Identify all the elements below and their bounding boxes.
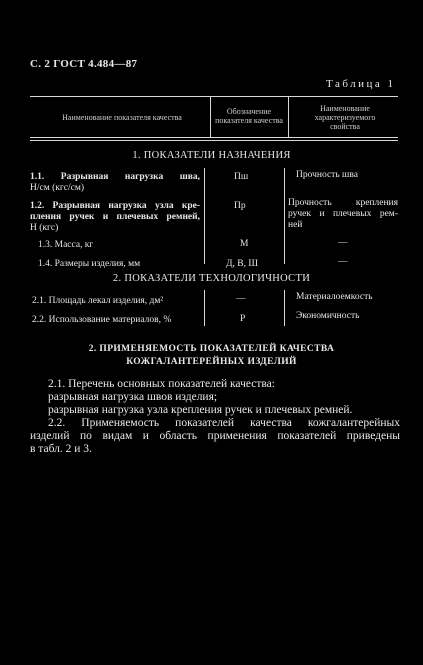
- row-1-4-property: —: [338, 257, 348, 267]
- body-separator-2a: [284, 168, 285, 264]
- row-1-2-name-line2: пления ручек и плечевых ремней,: [30, 212, 200, 222]
- paragraph-2-2-line1-text: 2.2. Применяемость показателей качества кожгалантерейных: [48, 417, 400, 429]
- section-title-technology: 2. ПОКАЗАТЕЛИ ТЕХНОЛОГИЧНОСТИ: [112, 273, 311, 284]
- row-1-1-name: [30, 172, 200, 194]
- paragraph-2-1-item-1: разрывная нагрузка швов изделия;: [48, 391, 218, 403]
- row-2-2-symbol: Р: [240, 314, 246, 324]
- row-2-1-property: Материалоемкость: [296, 292, 373, 302]
- page-header: С. 2 ГОСТ 4.484—87: [30, 58, 138, 70]
- row-1-2-name: [30, 201, 200, 234]
- part2-title-line1: 2. ПРИМЕНЯЕМОСТЬ ПОКАЗАТЕЛЕЙ КАЧЕСТВА: [88, 344, 335, 354]
- part2-title-line2: КОЖГАЛАНТЕРЕЙНЫХ ИЗДЕЛИЙ: [126, 357, 297, 367]
- row-2-1-name: 2.1. Площадь лекал изделия, дм²: [32, 296, 164, 306]
- row-1-2-name-line1: 1.2. Разрывная нагрузка узла кре-: [30, 201, 200, 211]
- row-1-3-property: —: [338, 238, 348, 248]
- table-header-bottom-rule: [30, 137, 398, 138]
- table-top-rule: [30, 96, 398, 97]
- row-1-1-name-line1: 1.1. Разрывная нагрузка шва,: [30, 172, 200, 182]
- row-1-2-property-line1: Прочность крепления: [288, 198, 398, 208]
- paragraph-2-2-line1: [48, 417, 400, 430]
- row-1-2-property-line3: ней: [288, 220, 303, 230]
- paragraph-2-1: 2.1. Перечень основных показателей качества:: [48, 378, 275, 390]
- body-separator-1b: [204, 290, 205, 326]
- header-separator-1: [210, 97, 211, 137]
- row-1-1-symbol: Пш: [234, 172, 249, 182]
- column-header-name: Наименование показателя качества: [62, 113, 182, 122]
- row-1-2-symbol: Пр: [234, 201, 246, 211]
- table-header-bottom-rule-2: [30, 140, 398, 141]
- row-1-1-property: Прочность шва: [296, 170, 358, 180]
- row-1-2-property: [288, 198, 398, 231]
- paragraph-2-2-line2: [30, 430, 400, 443]
- row-2-1-symbol: —: [236, 294, 246, 304]
- column-header-property: Наименование характеризуемого свойства: [314, 104, 376, 131]
- body-separator-1a: [204, 168, 205, 264]
- paragraph-2-2-line2-text: изделий по видам и область применения показателей приведены: [30, 430, 400, 442]
- row-1-2-name-line3: Н (кгс): [30, 223, 59, 233]
- row-1-1-name-line2: Н/см (кгс/см): [30, 183, 85, 193]
- row-1-2-property-line2: ручек и плечевых рем-: [288, 209, 398, 219]
- row-1-3-name: 1.3. Масса, кг: [38, 240, 94, 250]
- body-separator-2b: [284, 290, 285, 326]
- table-label: Таблица 1: [326, 78, 396, 90]
- column-header-symbol: Обозначение показателя качества: [215, 107, 283, 125]
- row-2-2-name: 2.2. Использование материалов, %: [32, 315, 172, 325]
- section-title-purpose: 1. ПОКАЗАТЕЛИ НАЗНАЧЕНИЯ: [132, 150, 291, 161]
- row-1-4-name: 1.4. Размеры изделия, мм: [38, 259, 141, 269]
- row-1-4-symbol: Д, В, Ш: [226, 259, 258, 269]
- row-1-3-symbol: М: [240, 239, 249, 249]
- paragraph-2-1-item-2: разрывная нагрузка узла крепления ручек и плечевых ремней.: [48, 404, 353, 416]
- paragraph-2-2-line3: в табл. 2 и 3.: [30, 443, 92, 455]
- header-separator-2: [288, 97, 289, 137]
- row-2-2-property: Экономичность: [296, 311, 360, 321]
